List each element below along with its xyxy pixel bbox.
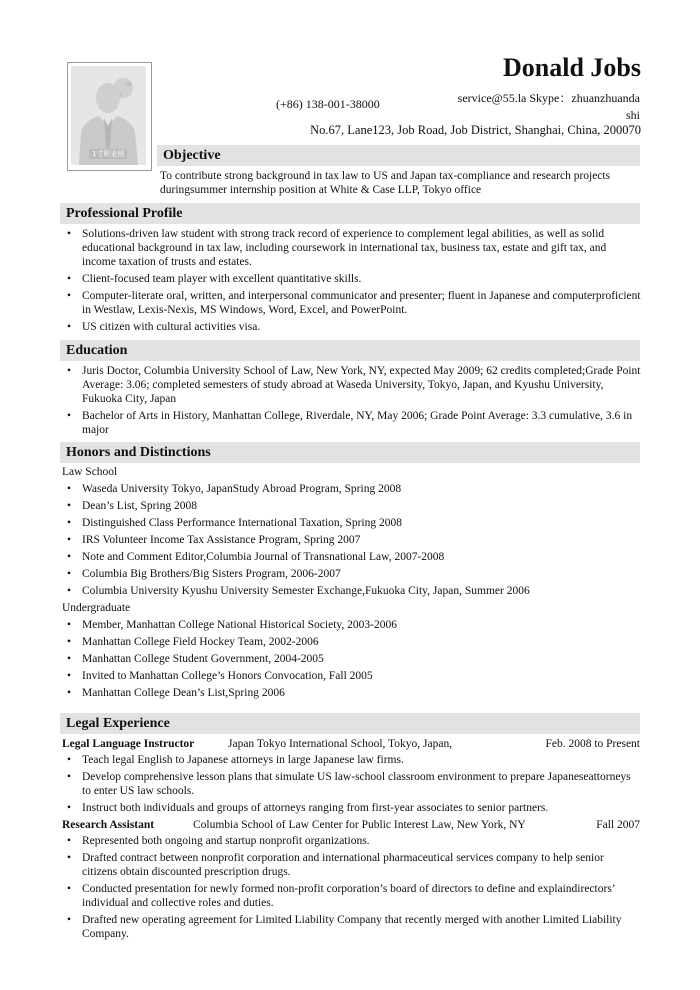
- job-header: [62, 818, 640, 834]
- profile-photo: [67, 62, 152, 171]
- list-item: • Instruct both individuals and groups of attorneys ranging from first-year associates to senior partners.: [60, 801, 640, 815]
- job-title: Legal Language Instructor: [62, 738, 195, 750]
- job-title: Research Assistant: [62, 819, 155, 831]
- list-item: • IRS Volunteer Income Tax Assistance Program, Spring 2007: [60, 533, 642, 547]
- experience-title: Legal Experience: [66, 716, 170, 731]
- email-line-continued: shi: [625, 108, 640, 122]
- job-date: Feb. 2008 to Present: [545, 738, 640, 750]
- objective-title: Objective: [163, 148, 221, 163]
- list-item: • Manhattan College Field Hockey Team, 2002-2006: [60, 635, 642, 649]
- list-item: • Represented both ongoing and startup nonprofit organizations.: [60, 834, 640, 848]
- address: No.67, Lane123, Job Road, Job District, Shanghai, China, 200070: [310, 123, 641, 137]
- list-item: • US citizen with cultural activities visa.: [60, 320, 642, 334]
- education-title: Education: [66, 343, 128, 358]
- list-item: • Invited to Manhattan College’s Honors Convocation, Fall 2005: [60, 669, 642, 683]
- list-item: • Manhattan College Student Government, 2004-2005: [60, 652, 642, 666]
- contact-email-skype: [448, 90, 640, 124]
- honors-section-bar: [60, 442, 640, 463]
- list-item: • Distinguished Class Performance International Taxation, Spring 2008: [60, 516, 642, 530]
- list-item: • Drafted contract between nonprofit corporation and international pharmaceutical services company to help senior citizens obtain discounted prescription drugs.: [60, 851, 640, 879]
- list-item: • Member, Manhattan College National Historical Society, 2003-2006: [60, 618, 642, 632]
- job-organization: Japan Tokyo International School, Tokyo, Japan,: [228, 738, 453, 750]
- list-item: • Teach legal English to Japanese attorneys in large Japanese law firms.: [60, 753, 640, 767]
- list-item: • Columbia University Kyushu University Semester Exchange,Fukuoka City, Japan, Summer 2006: [60, 584, 642, 598]
- list-item: • Drafted new operating agreement for Limited Liability Company that recently merged with another Limited Liability Company.: [60, 913, 640, 941]
- list-item: • Columbia Big Brothers/Big Sisters Program, 2006-2007: [60, 567, 642, 581]
- job-header: [62, 737, 640, 753]
- list-item: • Computer-literate oral, written, and interpersonal communicator and presenter; fluent in Japanese and computerproficient in Westlaw, Lexis-Nexis, MS Windows, Word, Excel, and PowerPoint.: [60, 289, 642, 317]
- phone-number: (+86) 138-001-38000: [276, 97, 380, 111]
- list-item: • Bachelor of Arts in History, Manhattan College, Riverdale, NY, May 2006; Grade Point Average: 3.3 cumulative, 3.6 in major: [60, 409, 642, 437]
- objective-section-bar: [157, 145, 640, 166]
- experience-content: [62, 737, 640, 944]
- candidate-name: Donald Jobs: [503, 53, 641, 82]
- photo-caption: 1寸职业照: [89, 149, 127, 159]
- profile-section-bar: [60, 203, 640, 224]
- list-item: • Develop comprehensive lesson plans that simulate US law-school classroom environment to prepare Japaneseattorneys to enter US law schools.: [60, 770, 640, 798]
- education-section-bar: [60, 340, 640, 361]
- honors-title: Honors and Distinctions: [66, 445, 211, 460]
- undergraduate-label: Undergraduate: [62, 602, 131, 614]
- job-organization: Columbia School of Law Center for Public Interest Law, New York, NY: [193, 819, 526, 831]
- list-item: • Waseda University Tokyo, JapanStudy Abroad Program, Spring 2008: [60, 482, 642, 496]
- job-date: Fall 2007: [596, 819, 640, 831]
- list-item: • Client-focused team player with excellent quantitative skills.: [60, 272, 642, 286]
- honors-content: [60, 465, 642, 703]
- list-item: • Conducted presentation for newly formed non-profit corporation’s board of directors to define and explaindirectors’ individual and collective roles and duties.: [60, 882, 640, 910]
- education-list: [60, 364, 642, 440]
- experience-section-bar: [60, 713, 640, 734]
- list-item: • Juris Doctor, Columbia University School of Law, New York, NY, expected May 2009; 62 credits completed;Grade Point Average: 3.06; completed semesters of study abroad at Waseda University, Tokyo, Japan, and Kyushu University, Fukuoka City, Japan: [60, 364, 642, 406]
- list-item: • Manhattan College Dean’s List,Spring 2006: [60, 686, 642, 700]
- objective-text: To contribute strong background in tax law to US and Japan tax-compliance and research projects duringsummer internship position at White & Case LLP, Tokyo office: [160, 170, 611, 196]
- list-item: • Dean’s List, Spring 2008: [60, 499, 642, 513]
- list-item: • Note and Comment Editor,Columbia Journal of Transnational Law, 2007-2008: [60, 550, 642, 564]
- law-school-label: Law School: [62, 466, 118, 478]
- list-item: • Solutions-driven law student with strong track record of experience to complement legal abilities, as well as solid educational background in tax law, including coursework in international tax, business tax, estate and gift tax, and income taxation of trusts and estates.: [60, 227, 642, 269]
- email-line: service@55.la Skype：zhuanzhuanda: [457, 91, 640, 105]
- profile-title: Professional Profile: [66, 206, 183, 221]
- profile-list: [60, 227, 642, 337]
